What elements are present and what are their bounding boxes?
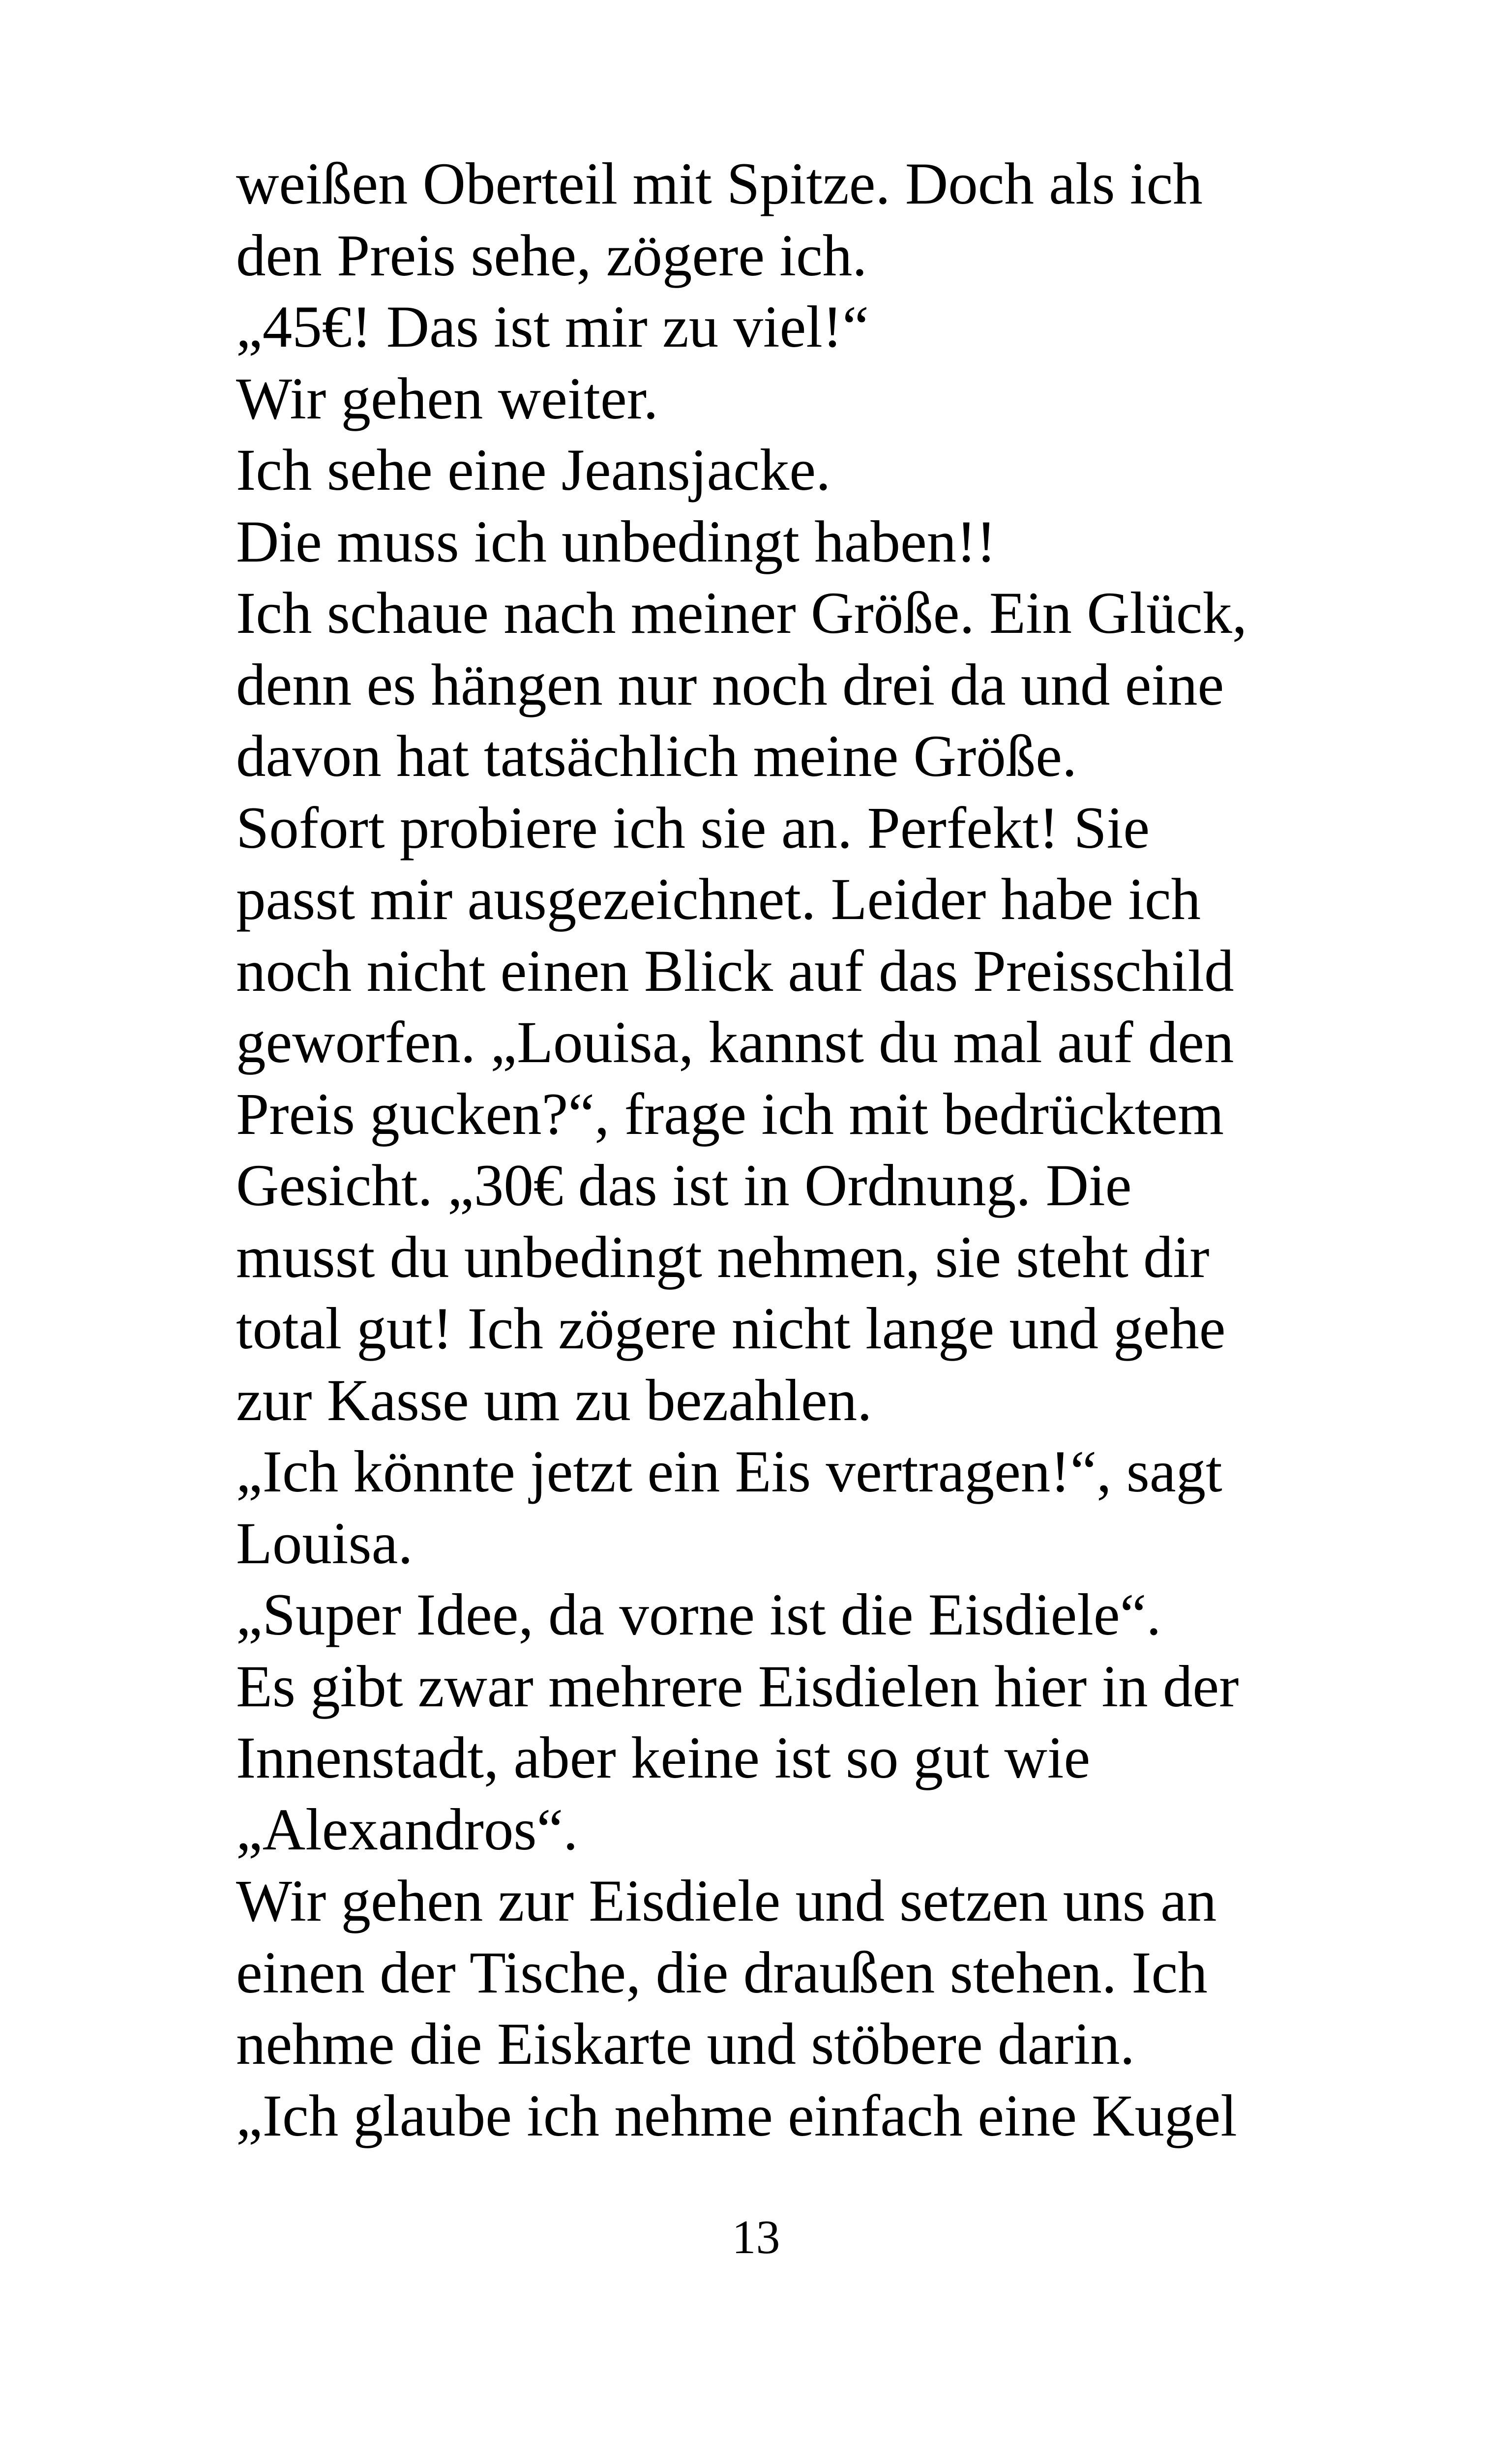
text-line: Wir gehen zur Eisdiele und setzen uns an	[236, 1868, 1217, 1934]
text-line: Innenstadt, aber keine ist so gut wie	[236, 1725, 1091, 1791]
text-line: Preis gucken?“, frage ich mit bedrücktem	[236, 1081, 1224, 1147]
body-text	[236, 149, 1347, 2152]
page-number: 13	[732, 2211, 780, 2264]
text-line: davon hat tatsächlich meine Größe.	[236, 723, 1077, 789]
text-line: den Preis sehe, zögere ich.	[236, 222, 867, 289]
text-line: Die muss ich unbedingt haben!!	[236, 508, 996, 575]
text-line: total gut! Ich zögere nicht lange und gehe	[236, 1296, 1226, 1362]
text-line: „45€! Das ist mir zu viel!“	[236, 294, 869, 360]
text-line: Es gibt zwar mehrere Eisdielen hier in der	[236, 1653, 1239, 1720]
text-line: Louisa.	[236, 1510, 413, 1576]
text-line: noch nicht einen Blick auf das Preisschild	[236, 938, 1234, 1004]
text-line: weißen Oberteil mit Spitze. Doch als ich	[236, 151, 1203, 217]
text-line: zur Kasse um zu bezahlen.	[236, 1367, 872, 1433]
text-line: musst du unbedingt nehmen, sie steht dir	[236, 1224, 1210, 1290]
text-line: einen der Tische, die draußen stehen. Ich	[236, 1939, 1208, 2006]
text-line: „Super Idee, da vorne ist die Eisdiele“.	[236, 1582, 1161, 1648]
text-line: Gesicht. „30€ das ist in Ordnung. Die	[236, 1153, 1132, 1219]
text-line: „Ich glaube ich nehme einfach eine Kugel	[236, 2082, 1237, 2149]
text-line: „Alexandros“.	[236, 1796, 578, 1863]
text-line: Ich schaue nach meiner Größe. Ein Glück,	[236, 580, 1247, 646]
text-line: Sofort probiere ich sie an. Perfekt! Sie	[236, 795, 1150, 861]
text-line: denn es hängen nur noch drei da und eine	[236, 652, 1224, 718]
text-line: nehme die Eiskarte und stöbere darin.	[236, 2011, 1135, 2077]
text-line: passt mir ausgezeichnet. Leider habe ich	[236, 866, 1201, 932]
text-line: Ich sehe eine Jeansjacke.	[236, 437, 831, 503]
text-line: geworfen. „Louisa, kannst du mal auf den	[236, 1010, 1234, 1075]
text-line: „Ich könnte jetzt ein Eis vertragen!“, sagt	[236, 1439, 1222, 1505]
text-line: Wir gehen weiter.	[236, 365, 658, 432]
